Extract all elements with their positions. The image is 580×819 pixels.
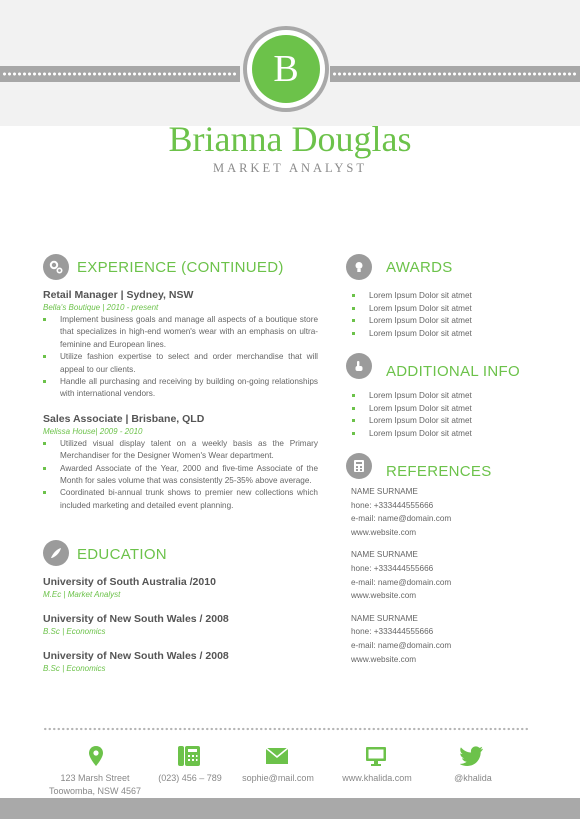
info-item: Lorem Ipsum Dolor sit atmet [351, 403, 541, 416]
duty-item: Awarded Associate of the Year, 2000 and five-time Associate of the Month for sales volume that was consistently 25-35% above average. [43, 463, 318, 488]
candidate-name: Brianna Douglas [168, 119, 412, 159]
awards-list [351, 290, 541, 340]
phone-icon [177, 744, 201, 768]
degree: M.Ec | Market Analyst [43, 590, 121, 599]
duty-item: Implement business goals and manage all aspects of a boutique store that specializes in high-end women's wear with an emphasis on ultra-feminine and European lines. [43, 314, 318, 351]
reference-phone: hone: +333444555666 [351, 563, 434, 573]
school-name: University of New South Wales / 2008 [43, 650, 229, 662]
map-pin-icon [84, 744, 108, 768]
footer-address [36, 772, 154, 798]
footer-band [0, 798, 580, 819]
award-item: Lorem Ipsum Dolor sit atmet [351, 328, 541, 341]
monitor-icon [364, 744, 388, 768]
reference-phone: hone: +333444555666 [351, 500, 434, 510]
candidate-role: MARKET ANALYST [212, 161, 368, 175]
address-line-2: Toowomba, NSW 4567 [48, 786, 142, 796]
reference-email: e-mail: name@domain.com [351, 640, 452, 650]
monogram-letter: B [252, 35, 320, 103]
reference-website: www.website.com [351, 654, 417, 664]
reference-item [351, 548, 541, 602]
reference-website: www.website.com [351, 527, 417, 537]
degree: B.Sc | Economics [43, 627, 106, 636]
references-list [351, 485, 541, 675]
monogram-badge [243, 26, 329, 112]
education-item [43, 613, 318, 636]
school-name: University of New South Wales / 2008 [43, 613, 229, 625]
info-item: Lorem Ipsum Dolor sit atmet [351, 415, 541, 428]
reference-website: www.website.com [351, 591, 417, 601]
award-item: Lorem Ipsum Dolor sit atmet [351, 315, 541, 328]
footer-phone: (023) 456 – 789 [158, 773, 222, 783]
twitter-icon [460, 744, 484, 768]
header-dotted-bar-left [0, 66, 240, 82]
duty-item: Handle all purchasing and receiving by building on-going relationships with international vendors. [43, 376, 318, 401]
additional-info-list [351, 390, 541, 440]
reference-email: e-mail: name@domain.com [351, 577, 452, 587]
degree: B.Sc | Economics [43, 664, 106, 673]
reference-email: e-mail: name@domain.com [351, 514, 452, 524]
footer-website[interactable]: www.khalida.com [342, 773, 412, 783]
job-duties [43, 314, 318, 401]
reference-name: NAME SURNAME [351, 487, 418, 496]
reference-name: NAME SURNAME [351, 613, 418, 623]
gears-icon [43, 254, 69, 280]
education-item [43, 650, 318, 673]
duty-item: Utilize fashion expertise to select and order merchandise that will appeal to our clients. [43, 351, 318, 376]
experience-list [43, 289, 318, 512]
reference-name: NAME SURNAME [351, 550, 418, 560]
address-line-1: 123 Marsh Street [60, 773, 130, 783]
footer-twitter[interactable]: @khalida [454, 773, 492, 783]
job-company: Bella's Boutique | 2010 - present [43, 303, 159, 312]
education-item [43, 576, 318, 599]
info-item: Lorem Ipsum Dolor sit atmet [351, 428, 541, 441]
footer-divider [43, 727, 530, 731]
footer-email[interactable]: sophie@mail.com [242, 773, 314, 783]
job-title: Sales Associate | Brisbane, QLD [43, 412, 205, 425]
header-dotted-bar-right [330, 66, 580, 82]
calculator-icon [346, 453, 372, 479]
job-item [43, 413, 318, 512]
job-duties [43, 438, 318, 512]
reference-item [351, 612, 541, 666]
feather-icon [43, 540, 69, 566]
additional-info-heading: ADDITIONAL INFO [386, 363, 520, 380]
duty-item: Coordinated bi-annual trunk shows to premier new collections which included marketing and detailed event planning. [43, 487, 318, 512]
job-company: Melissa House| 2009 - 2010 [43, 426, 143, 436]
reference-phone: hone: +333444555666 [351, 627, 434, 637]
info-item: Lorem Ipsum Dolor sit atmet [351, 390, 541, 403]
award-item: Lorem Ipsum Dolor sit atmet [351, 303, 541, 316]
hand-pointer-icon [346, 353, 372, 379]
education-list [43, 576, 318, 687]
reference-item [351, 485, 541, 539]
references-heading: REFERENCES [386, 463, 492, 480]
duty-item: Utilized visual display talent on a weekly basis as the Primary Merchandiser for the Designer Women's Wear department. [43, 438, 318, 463]
job-item [43, 289, 318, 401]
job-title: Retail Manager | Sydney, NSW [43, 289, 194, 301]
envelope-icon [265, 744, 289, 768]
education-heading: EDUCATION [77, 546, 167, 563]
school-name: University of South Australia /2010 [43, 576, 216, 588]
awards-heading: AWARDS [386, 259, 453, 276]
lightbulb-icon [346, 254, 372, 280]
award-item: Lorem Ipsum Dolor sit atmet [351, 290, 541, 303]
experience-heading: EXPERIENCE (CONTINUED) [77, 259, 284, 276]
